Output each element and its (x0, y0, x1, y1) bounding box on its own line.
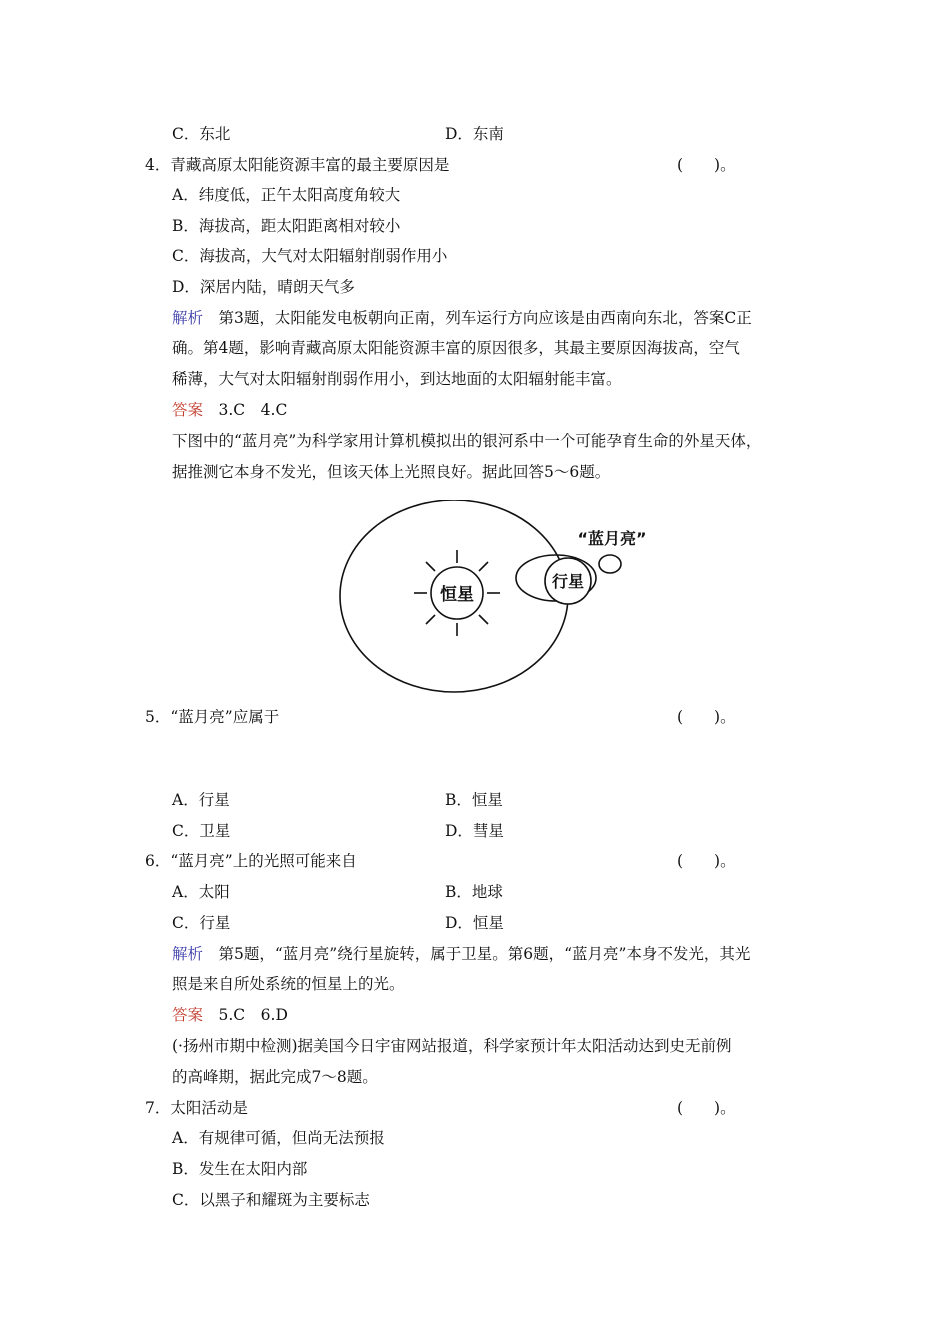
option-q4-a: A．纬度低，正午太阳高度角较大 (172, 186, 401, 204)
question-5-answer-blank: ( )。 (677, 708, 736, 726)
option-q5-d: D．彗星 (445, 822, 504, 840)
explanation-3-4-line2: 确。第4题，影响青藏高原太阳能资源丰富的原因很多，其最主要原因海拔高，空气 (172, 339, 740, 357)
question-7-answer-blank: ( )。 (677, 1099, 736, 1117)
intro-7-8-line2: 的高峰期，据此完成7～8题。 (172, 1068, 378, 1086)
answer-label: 答案 (172, 1006, 204, 1024)
star-planet-moon-diagram (330, 500, 670, 700)
intro-5-6-line2: 据推测它本身不发光，但该天体上光照良好。据此回答5～6题。 (172, 463, 611, 481)
intro-7-8-line1: (·扬州市期中检测)据美国今日宇宙网站报道，科学家预计年太阳活动达到史无前例 (172, 1037, 732, 1055)
question-5-stem: 5．“蓝月亮”应属于 (145, 708, 280, 726)
option-q4-d: D．深居内陆，晴朗天气多 (172, 278, 355, 296)
explanation-5-6-line2: 照是来自所处系统的恒星上的光。 (172, 975, 405, 993)
question-6-stem: 6．“蓝月亮”上的光照可能来自 (145, 852, 357, 870)
option-q3-c: C．东北 (172, 125, 231, 143)
moon-label: “蓝月亮” (577, 529, 647, 548)
explanation-text: 第3题，太阳能发电板朝向正南，列车运行方向应该是由西南向东北，答案C正 (203, 309, 752, 327)
explanation-label: 解析 (172, 945, 204, 963)
planet-label: 行星 (551, 572, 585, 591)
option-q7-a: A．有规律可循，但尚无法预报 (172, 1129, 385, 1147)
option-q7-c: C．以黑子和耀斑为主要标志 (172, 1191, 370, 1209)
option-q3-d: D．东南 (445, 125, 504, 143)
explanation-label: 解析 (172, 309, 204, 327)
answer-3-4 (172, 400, 287, 420)
option-q6-a: A．太阳 (172, 883, 230, 901)
moon-icon (599, 555, 621, 573)
explanation-3-4-line1 (172, 308, 752, 328)
option-q6-d: D．恒星 (445, 914, 504, 932)
star-label: 恒星 (440, 585, 474, 605)
answer-5-6 (172, 1005, 288, 1025)
explanation-3-4-line3: 稀薄，大气对太阳辐射削弱作用小，到达地面的太阳辐射能丰富。 (172, 370, 622, 388)
option-q7-b: B．发生在太阳内部 (172, 1160, 308, 1178)
option-q6-b: B．地球 (445, 883, 503, 901)
option-q4-b: B．海拔高，距太阳距离相对较小 (172, 217, 401, 235)
answer-text: 5.C 6.D (203, 1006, 288, 1024)
answer-label: 答案 (172, 401, 204, 419)
explanation-text: 第5题，“蓝月亮”绕行星旋转，属于卫星。第6题，“蓝月亮”本身不发光，其光 (203, 945, 751, 963)
option-q4-c: C．海拔高，大气对太阳辐射削弱作用小 (172, 247, 448, 265)
answer-text: 3.C 4.C (203, 401, 288, 419)
question-4-answer-blank: ( )。 (677, 156, 736, 174)
question-4-stem: 4．青藏高原太阳能资源丰富的最主要原因是 (145, 156, 450, 174)
explanation-5-6-line1 (172, 944, 750, 964)
option-q5-b: B．恒星 (445, 791, 503, 809)
option-q5-a: A．行星 (172, 791, 230, 809)
intro-5-6-line1: 下图中的“蓝月亮”为科学家用计算机模拟出的银河系中一个可能孕育生命的外星天体， (172, 432, 762, 450)
option-q5-c: C．卫星 (172, 822, 231, 840)
option-q6-c: C．行星 (172, 914, 231, 932)
question-6-answer-blank: ( )。 (677, 852, 736, 870)
question-7-stem: 7．太阳活动是 (145, 1099, 248, 1117)
